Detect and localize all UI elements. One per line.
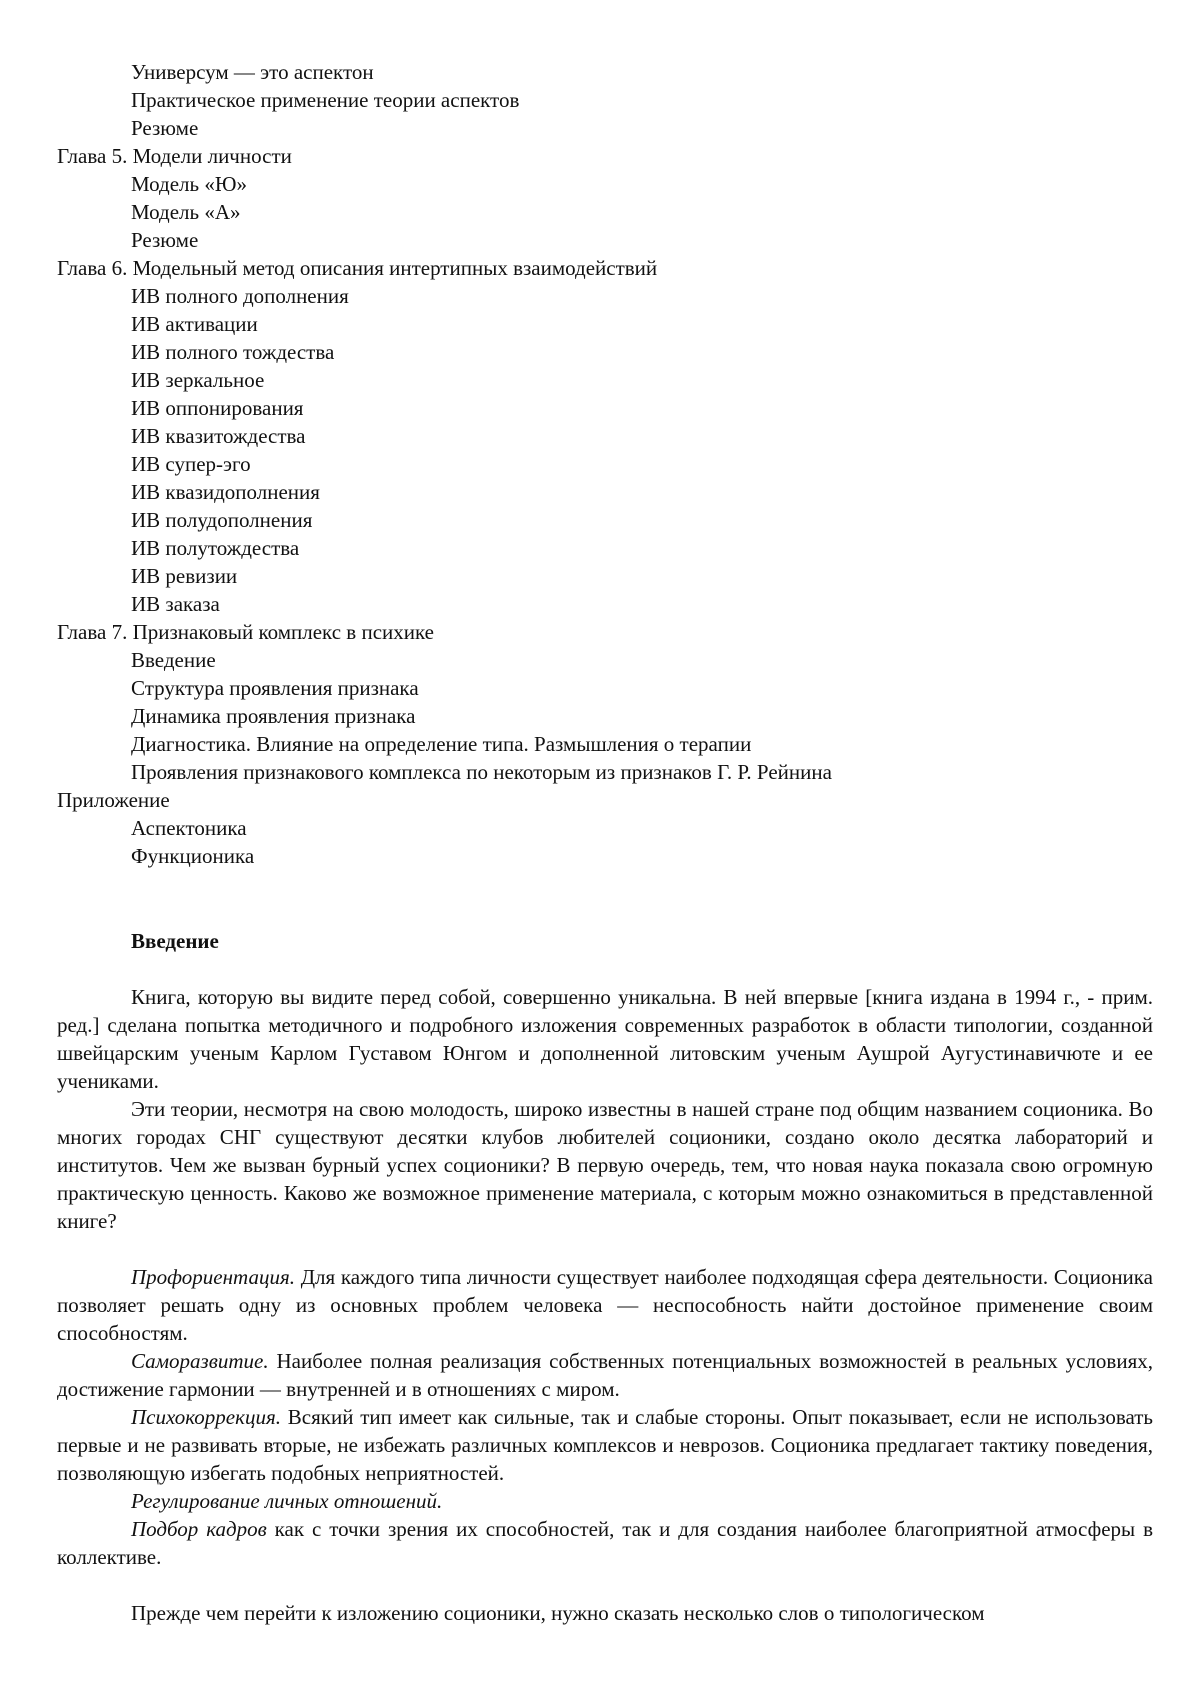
application-term: Регулирование личных отношений. <box>131 1489 443 1513</box>
applications-list <box>57 1263 1153 1571</box>
toc-chapter: Глава 5. Модели личности <box>57 144 292 168</box>
toc-entry: ИВ зеркальное <box>131 368 265 392</box>
application-text: как с точки зрения их способностей, так и для создания наиболее благоприятной атмосферы в коллективе. <box>57 1517 1153 1569</box>
toc-entry: ИВ квазидополнения <box>131 480 320 504</box>
closing-text <box>57 1599 1153 1627</box>
toc-entry: Введение <box>131 648 216 672</box>
toc-entry: Практическое применение теории аспектов <box>131 88 520 112</box>
toc-entry: Аспектоника <box>131 816 247 840</box>
toc-entry: Резюме <box>131 228 199 252</box>
toc-entry: Универсум — это аспектон <box>131 60 374 84</box>
toc-entry: Структура проявления признака <box>131 676 419 700</box>
toc-entry: ИВ заказа <box>131 592 220 616</box>
application-term: Саморазвитие. <box>131 1349 269 1373</box>
application-item <box>57 1403 1153 1487</box>
toc-entry: ИВ полного дополнения <box>131 284 349 308</box>
toc-entry: Модель «А» <box>131 200 241 224</box>
toc-entry: Динамика проявления признака <box>131 704 416 728</box>
intro-text <box>57 983 1153 1235</box>
toc-entry: Диагностика. Влияние на определение типа. Размышления о терапии <box>131 732 752 756</box>
application-term: Подбор кадров <box>131 1517 267 1541</box>
toc-entry: Функционика <box>131 844 255 868</box>
table-of-contents <box>57 58 1157 870</box>
toc-entry: ИВ полутождества <box>131 536 300 560</box>
toc-entry: ИВ полудополнения <box>131 508 313 532</box>
toc-entry: Модель «Ю» <box>131 172 247 196</box>
toc-chapter: Глава 6. Модельный метод описания интертипных взаимодействий <box>57 256 658 280</box>
application-term: Психокоррекция. <box>131 1405 281 1429</box>
toc-entry: ИВ полного тождества <box>131 340 335 364</box>
application-item <box>57 1263 1153 1347</box>
application-text: Всякий тип имеет как сильные, так и слабые стороны. Опыт показывает, если не использовать первые и не развивать вторые, не избежать различных комплексов и неврозов. Соционика предлагает тактику поведения, позволяющую избегать подобных неприятностей. <box>57 1405 1153 1485</box>
application-text: Наиболее полная реализация собственных потенциальных возможностей в реальных условиях, достижение гармонии — внутренней и в отношениях с миром. <box>57 1349 1153 1401</box>
toc-entry: ИВ квазитождества <box>131 424 306 448</box>
application-term: Профориентация. <box>131 1265 295 1289</box>
application-text: Для каждого типа личности существует наиболее подходящая сфера деятельности. Соционика позволяет решать одну из основных проблем человека — неспособность найти достойное применение своим способностям. <box>57 1265 1153 1345</box>
toc-chapter: Глава 7. Признаковый комплекс в психике <box>57 620 434 644</box>
toc-entry: ИВ активации <box>131 312 258 336</box>
application-item <box>57 1515 1153 1571</box>
toc-chapter: Приложение <box>57 788 170 812</box>
toc-entry: Резюме <box>131 116 199 140</box>
intro-paragraph-1: Книга, которую вы видите перед собой, совершенно уникальна. В ней впервые [книга издана в 1994 г., - прим. ред.] сделана попытка методичного и подробного изложения современных разработок в области типологии, созданной швейцарским ученым Карлом Густавом Юнгом и дополненной литовским ученым Аушрой Аугустинавичюте и ее учениками. <box>57 985 1153 1093</box>
intro-paragraph-2: Эти теории, несмотря на свою молодость, широко известны в нашей стране под общим названием соционика. Во многих городах СНГ существуют десятки клубов любителей соционики, создано около десятка лабораторий и институтов. Чем же вызван бурный успех соционики? В первую очередь, тем, что новая наука показала свою огромную практическую ценность. Каково же возможное применение материала, с которым можно ознакомиться в представленной книге? <box>57 1097 1153 1233</box>
application-item <box>57 1347 1153 1403</box>
toc-entry: Проявления признакового комплекса по некоторым из признаков Г. Р. Рейнина <box>131 760 832 784</box>
toc-entry: ИВ супер-эго <box>131 452 251 476</box>
section-heading: Введение <box>131 929 219 953</box>
closing-paragraph: Прежде чем перейти к изложению соционики, нужно сказать несколько слов о типологическом <box>131 1601 985 1625</box>
toc-entry: ИВ ревизии <box>131 564 238 588</box>
application-item <box>57 1487 1153 1515</box>
toc-entry: ИВ оппонирования <box>131 396 304 420</box>
